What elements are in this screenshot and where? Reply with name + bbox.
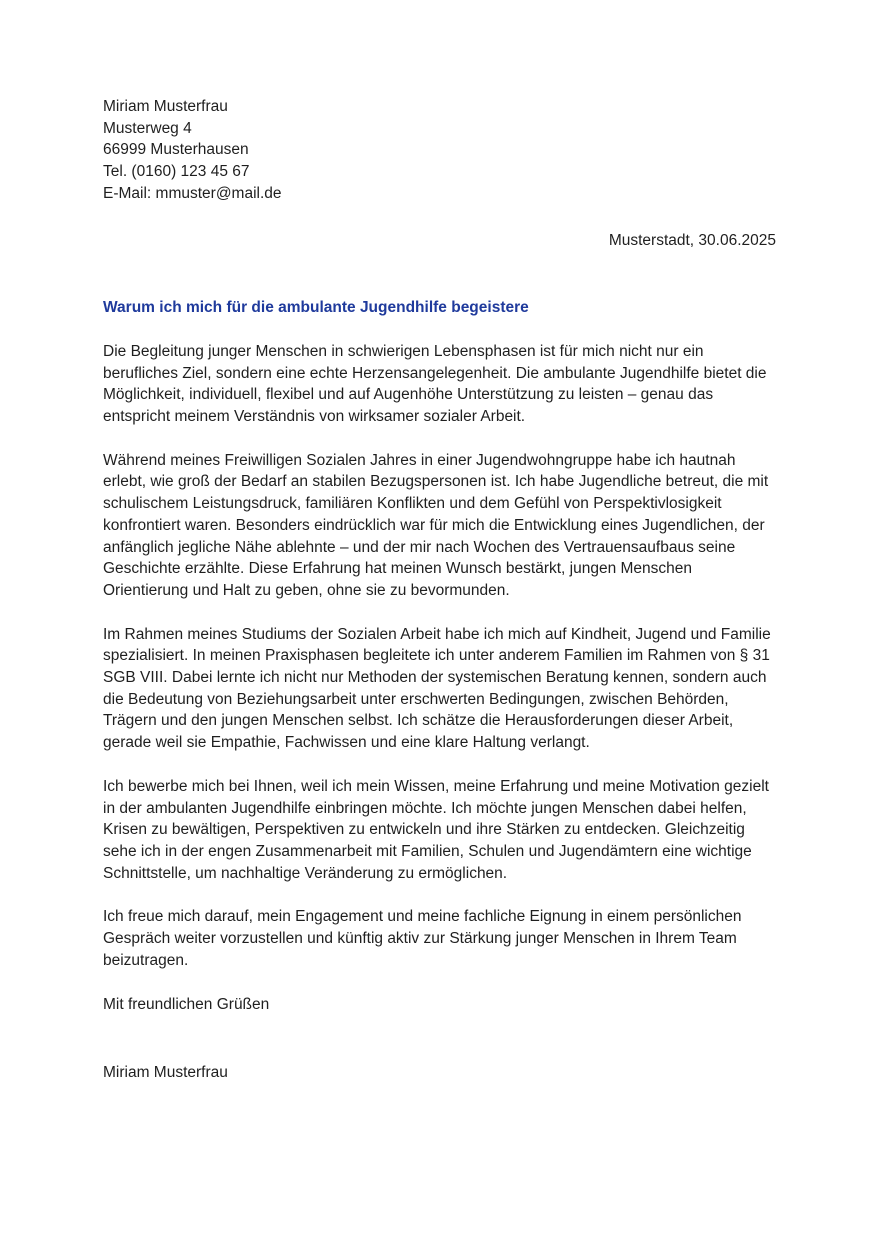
body-paragraph-4: Ich bewerbe mich bei Ihnen, weil ich mein Wissen, meine Erfahrung und meine Motivation gezielt in der ambulanten Jugendhilfe einbringen möchte. Ich möchte jungen Menschen dabei helfen, Krisen zu bewältigen, Perspektiven zu entwickeln und ihre Stärken zu entdecken. Gleichzeitig sehe ich in der engen Zusammenarbeit mit Familien, Schulen und Jugendämtern eine wichtige Schnittstelle, um nachhaltige Veränderung zu ermöglichen. [103,777,769,882]
body-paragraph-5: Ich freue mich darauf, mein Engagement und meine fachliche Eignung in einem persönlichen Gespräch weiter vorzustellen und künftig aktiv zur Stärkung junger Menschen in Ihrem Team beizutragen. [103,908,742,969]
subject-line: Warum ich mich für die ambulante Jugendhilfe begeistere [103,299,529,317]
sender-city: 66999 Musterhausen [103,141,249,159]
closing-line: Mit freundlichen Grüßen [103,995,270,1013]
signature-name: Miriam Musterfrau [103,1064,228,1082]
sender-street: Musterweg 4 [103,119,192,137]
date-line: Musterstadt, 30.06.2025 [608,231,776,249]
body-paragraph-1: Die Begleitung junger Menschen in schwierigen Lebensphasen ist für mich nicht nur ein berufliches Ziel, sondern eine echte Herzensangelegenheit. Die ambulante Jugendhilfe bietet die Möglichkeit, individuell, flexibel und auf Augenhöhe Unterstützung zu leisten – genau das entspricht meinem Verständnis von wirksamer sozialer Arbeit. [103,342,767,426]
body-paragraph-3: Im Rahmen meines Studiums der Sozialen Arbeit habe ich mich auf Kindheit, Jugend und Familie spezialisiert. In meinen Praxisphasen begleitete ich unter anderem Familien im Rahmen von § 31 SGB VIII. Dabei lernte ich nicht nur Methoden der systemischen Beratung kennen, sondern auch die Bedeutung von Beziehungsarbeit unter erschwerten Bedingungen, zwischen Behörden, Trägern und den jungen Menschen selbst. Ich schätze die Herausforderungen dieser Arbeit, gerade weil sie Empathie, Fachwissen und eine klare Haltung verlangt. [103,625,771,752]
sender-email: E-Mail: mmuster@mail.de [103,184,282,202]
sender-name: Miriam Musterfrau [103,98,228,115]
sender-phone: Tel. (0160) 123 45 67 [103,163,250,181]
sender-block [103,96,776,205]
body-paragraph-2: Während meines Freiwilligen Sozialen Jahres in einer Jugendwohngruppe habe ich hautnah erlebt, wie groß der Bedarf an stabilen Bezugspersonen ist. Ich habe Jugendliche betreut, die mit schulischem Leistungsdruck, familiären Konflikten und dem Gefühl von Perspektivlosigkeit konfrontiert waren. Besonders eindrücklich war für mich die Entwicklung eines Jugendlichen, der anfänglich jegliche Nähe ablehnte – und der mir nach Wochen des Vertrauensaufbaus seine Geschichte erzählte. Diese Erfahrung hat meinen Wunsch bestärkt, jungen Menschen Orientierung und Halt zu geben, ohne sie zu bevormunden. [103,451,769,599]
